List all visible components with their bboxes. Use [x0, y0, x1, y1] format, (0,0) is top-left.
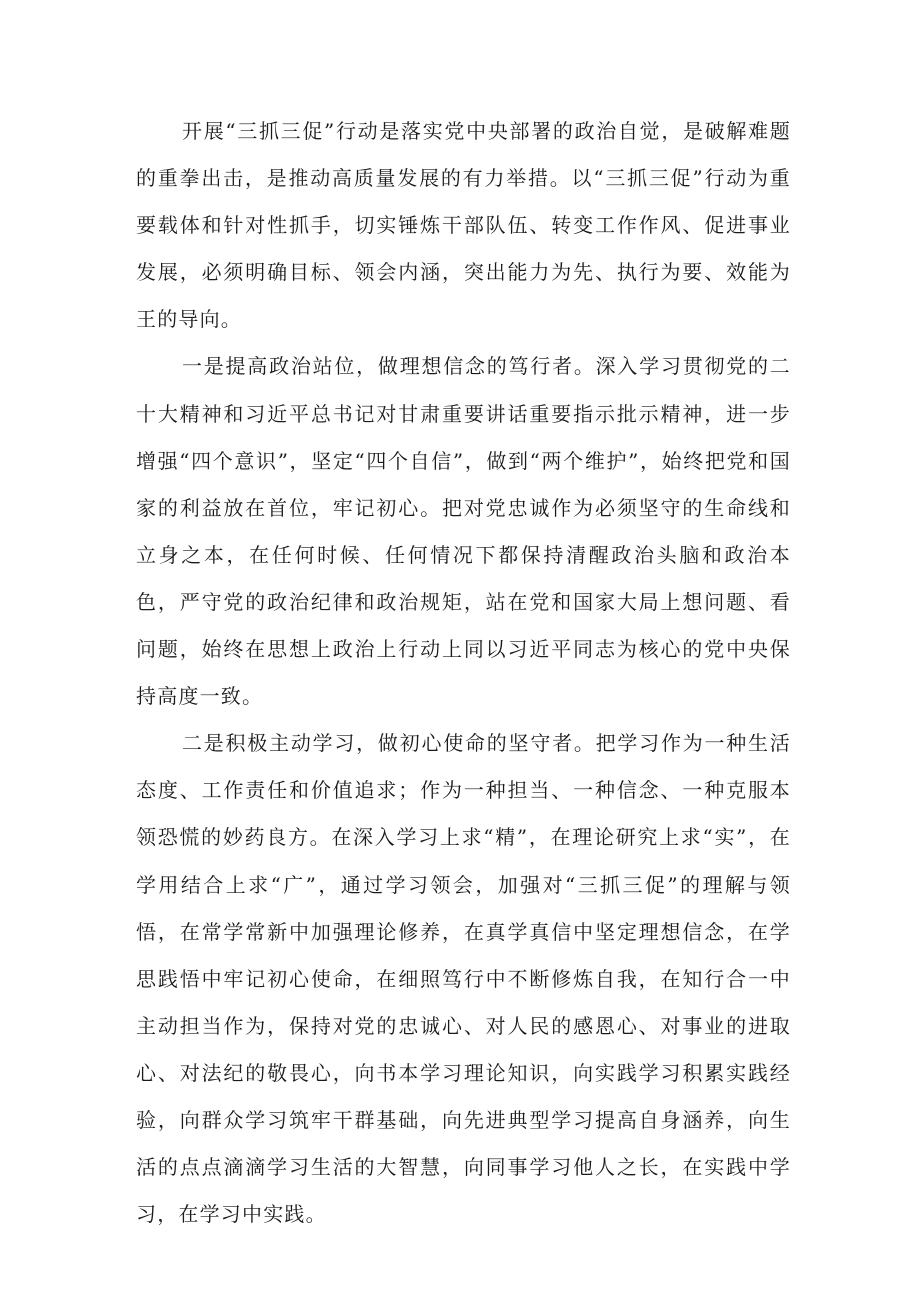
paragraph-point-one: 一是提高政治站位，做理想信念的笃行者。深入学习贯彻党的二十大精神和习近平总书记对甘肃重要讲话重要指示批示精神，进一步增强“四个意识”，坚定“四个自信”，做到“两个维护”，始终把党和国家的利益放在首位，牢记初心。把对党忠诚作为必须坚守的生命线和立身之本，在任何时候、任何情况下都保持清醒政治头脑和政治本色，严守党的政治纪律和政治规矩，站在党和国家大局上想问题、看问题，始终在思想上政治上行动上同以习近平同志为核心的党中央保持高度一致。 — [136, 354, 791, 709]
paragraph-intro: 开展“三抓三促”行动是落实党中央部署的政治自觉，是破解难题的重拳出击，是推动高质量发展的有力举措。以“三抓三促”行动为重要载体和针对性抓手，切实锤炼干部队伍、转变工作作风、促进事业发展，必须明确目标、领会内涵，突出能力为先、执行为要、效能为王的导向。 — [136, 119, 791, 332]
paragraph-point-two: 二是积极主动学习，做初心使命的坚守者。把学习作为一种生活态度、工作责任和价值追求；作为一种担当、一种信念、一种克服本领恐慌的妙药良方。在深入学习上求“精”，在理论研究上求“实”，在学用结合上求“广”，通过学习领会，加强对“三抓三促”的理解与领悟，在常学常新中加强理论修养，在真学真信中坚定理想信念，在学思践悟中牢记初心使命，在细照笃行中不断修炼自我，在知行合一中主动担当作为，保持对党的忠诚心、对人民的感恩心、对事业的进取心、对法纪的敬畏心，向书本学习理论知识，向实践学习积累实践经验，向群众学习筑牢干群基础，向先进典型学习提高自身涵养，向生活的点点滴滴学习生活的大智慧，向同事学习他人之长，在实践中学习，在学习中实践。 — [136, 731, 791, 1227]
document-body — [136, 108, 791, 1238]
